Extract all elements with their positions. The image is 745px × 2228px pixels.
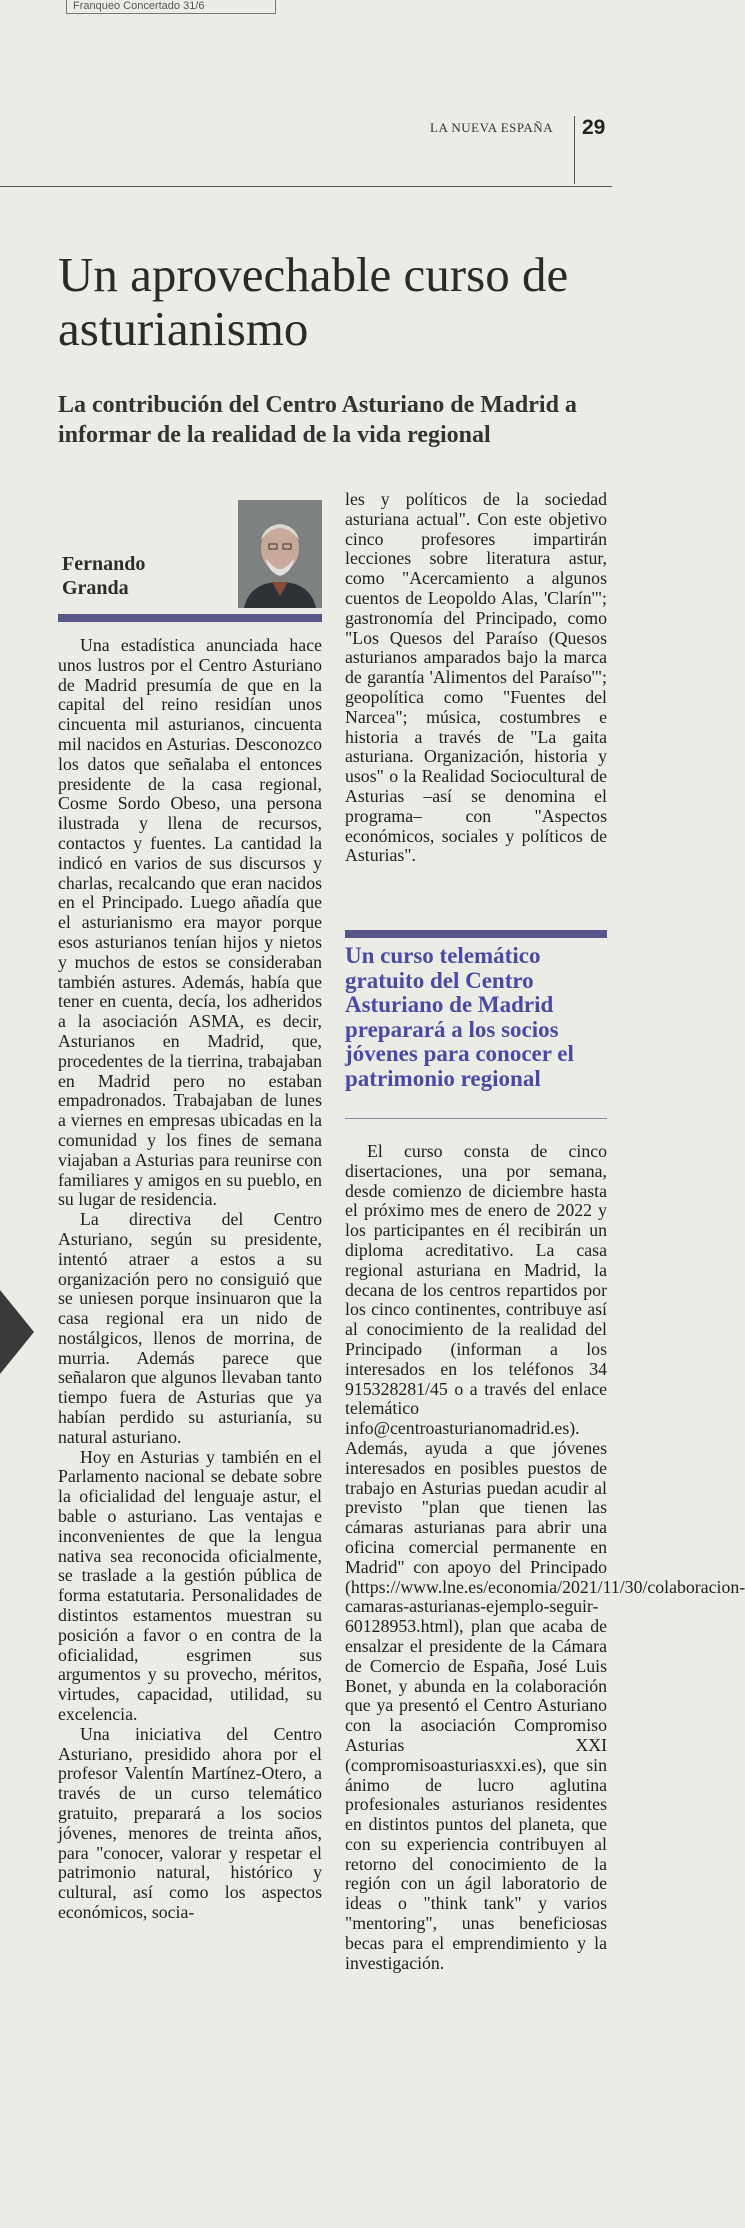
byline-rule [58,614,322,622]
header-rule [0,186,612,187]
page-number-divider [574,116,575,184]
article-column-2-top [345,490,607,866]
article-column-1 [58,636,322,1923]
author-portrait-icon [238,500,322,608]
paragraph: Una iniciativa del Centro Asturiano, presidido ahora por el profesor Valentín Martínez-Otero, a través de un curso telemático gratuito, preparará a los socios jóvenes, menores de treinta años, para "conocer, valorar y respetar el patrimonio natural, histórico y cultural, así como los aspectos económicos, socia- [58,1723,322,1922]
paragraph: Una estadística anunciada hace unos lustros por el Centro Asturiano de Madrid presumía de que en la capital del reino residían unos cincuenta mil asturianos, cincuenta mil nacidos en Asturias. Desconozco los datos que señalaba el entonces presidente de la casa regional, Cosme Sordo Obeso, una persona ilustrada y llena de recursos, contactos y fuentes. La cantidad la indicó en varios de sus discursos y charlas, recalcando que eran nacidos en el Principado. Luego añadía que el asturianismo era mayor porque esos asturianos tenían hijos y nietos y muchos de estos se consideraban también astures. Además, había que tener en cuenta, decía, los adheridos a la asociación ASMA, es decir, Asturianos en Madrid, que, procedentes de la tierrina, trabajaban en Madrid pero no estaban empadronados. Trabajaban de lunes a viernes en empresas ubicadas en la comunidad y los fines de semana viajaban a Asturias para reunirse con familiares y amigos en su pueblo, en su lugar de residencia. [58,635,322,1210]
pullquote-rule [345,930,607,938]
newspaper-name: LA NUEVA ESPAÑA [430,120,554,135]
author-photo [238,500,322,608]
paragraph: les y políticos de la sociedad asturiana actual". Con este objetivo cinco profesores impartirán lecciones sobre literatura astur, como "Acercamiento a algunos cuentos de Leopoldo Alas, 'Clarín'"; gastronomía del Principado, como "Los Quesos del Paraíso (Quesos asturianos amparados bajo la marca de garantía 'Alimentos del Paraíso'"; geopolítica como "Fuentes del Narcea"; música, costumbres e historia a través de "La gaita asturiana. Organización, historia y usos" o la Realidad Sociocultural de Asturias –así se denomina el programa– con "Aspectos económicos, sociales y políticos de Asturias". [345,489,607,866]
article-subheadline: La contribución del Centro Asturiano de Madrid a informar de la realidad de la vida regional [58,392,577,448]
page-edge-arrow-icon [0,1290,34,1374]
paragraph: La directiva del Centro Asturiano, según su presidente, intentó atraer a estos a su organización pero no consiguió que se uniesen porque insinuaron que la casa regional era un nido de nostálgicos, llenos de morrina, de murria. Además parece que señalaron que algunos llevaban tanto tiempo fuera de Asturias que ya habían perdido su asturianía, su natural asturiano. [58,1209,322,1447]
page-number: 29 [582,116,606,139]
article-headline: Un aprovechable curso de asturianismo [58,247,569,356]
pullquote: Un curso telemático gratuito del Centro Asturiano de Madrid preparará a los socios jóvenes para conocer el patrimonio regional [345,943,574,1091]
article-column-2-bottom [345,1141,745,1973]
pullquote-bottom-rule [345,1118,607,1119]
author-byline: Fernando Granda [62,553,146,599]
paragraph: El curso consta de cinco disertaciones, una por semana, desde comienzo de diciembre hasta el próximo mes de enero de 2022 y los participantes en él recibirán un diploma acreditativo. La casa regional asturiana en Madrid, la decana de los centros repartidos por los cinco continentes, contribuye así al conocimiento de la realidad del Principado (informan a los interesados en los teléfonos 34 915328281/45 o a través del enlace telemático info@centroasturianomadrid.es). Además, ayuda a que jóvenes interesados en posibles puestos de trabajo en Asturias puedan acudir al previsto "plan que tienen las cámaras asturianas para abrir una oficina comercial permanente en Madrid" con apoyo del Principado (https://www.lne.es/economia/2021/11/30/colaboracion-camaras-asturianas-ejemplo-seguir-60128953.html), plan que acaba de ensalzar el presidente de la Cámara de Comercio de España, José Luis Bonet, y abunda en la colaboración que ya presentó el Centro Asturiano con la asociación Compromiso Asturias XXI (compromisoasturiasxxi.es), que sin ánimo de lucro aglutina profesionales asturianos residentes en distintos puntos del planeta, que con su experiencia contribuyen al retorno del conocimiento de la región con un ágil laboratorio de ideas o "think tank" y varios "mentoring", unas beneficiosas becas para el emprendimiento y la investigación. [345,1141,745,1973]
postage-stamp-label: Franqueo Concertado 31/6 [66,0,276,14]
paragraph: Hoy en Asturias y también en el Parlamento nacional se debate sobre la oficialidad del lenguaje astur, el bable o asturiano. Las ventajas e inconvenientes de que la lengua nativa sea reconocida oficialmente, se traslade a la gestión pública de forma estatutaria. Personalidades de distintos estamentos muestran su posición a favor o en contra de la oficialidad, esgrimen sus argumentos y su provecho, méritos, virtudes, capacidad, utilidad, su excelencia. [58,1446,322,1725]
